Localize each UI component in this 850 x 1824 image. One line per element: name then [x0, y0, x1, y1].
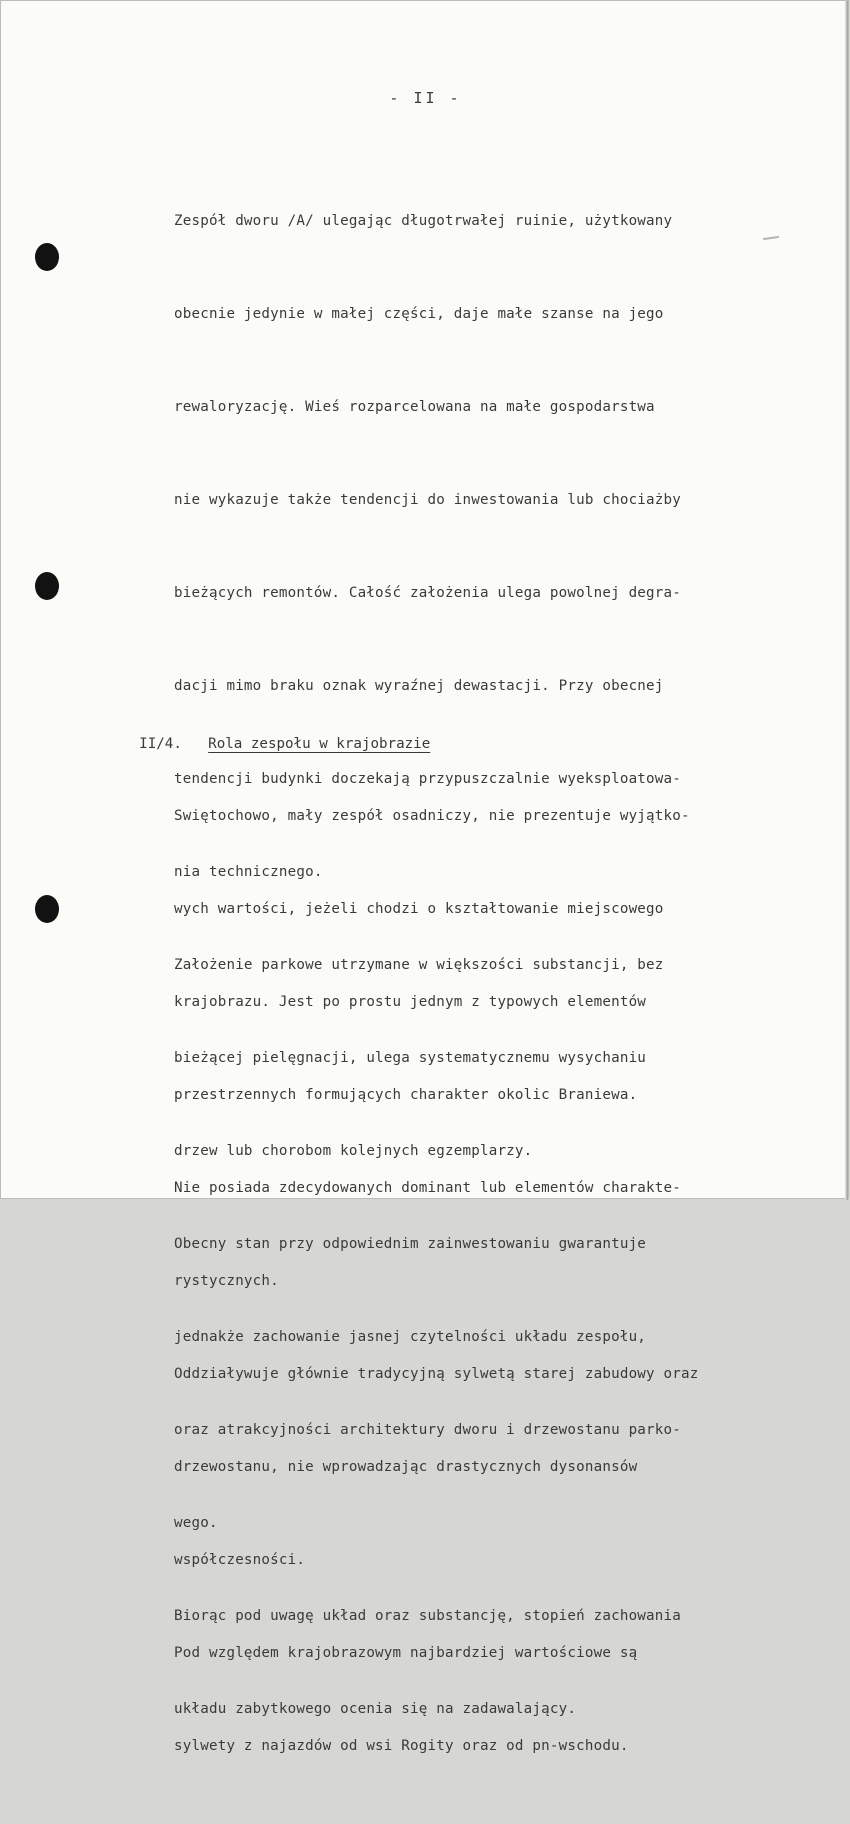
text-line: przestrzennych formujących charakter okolic Braniewa. — [174, 1087, 638, 1103]
text-line: Zespół dworu /A/ ulegając długotrwałej ruinie, użytkowany — [174, 213, 673, 229]
text-line: rystycznych. — [174, 1273, 279, 1289]
text-line: drzew lub chorobom kolejnych egzemplarzy. — [174, 1143, 533, 1159]
text-line: tendencji budynki doczekają przypuszczalnie wyeksploatowa- — [174, 771, 682, 787]
punch-hole-bottom — [35, 895, 59, 923]
text-line: wego. — [174, 1515, 218, 1531]
section-title: Rola zespołu w krajobrazie — [208, 736, 431, 752]
text-line: układu zabytkowego ocenia się na zadawalający. — [174, 1701, 577, 1717]
text-line: Oddziaływuje głównie tradycyjną sylwetą starej zabudowy oraz — [174, 1366, 699, 1382]
text-line: współczesności. — [174, 1552, 306, 1568]
text-line: drzewostanu, nie wprowadzając drastycznych dysonansów — [174, 1459, 638, 1475]
text-line: wych wartości, jeżeli chodzi o kształtowanie miejscowego — [174, 901, 664, 917]
text-line: Obecny stan przy odpowiednim zainwestowaniu gwarantuje — [174, 1236, 647, 1252]
text-line: rewaloryzację. Wieś rozparcelowana na małe gospodarstwa — [174, 399, 655, 415]
text-line: sylwety z najazdów od wsi Rogity oraz od pn-wschodu. — [174, 1738, 629, 1754]
paragraph-block-landscape — [174, 739, 804, 1824]
text-line: krajobrazu. Jest po prostu jednym z typowych elementów — [174, 994, 647, 1010]
text-line: jednakże zachowanie jasnej czytelności układu zespołu, — [174, 1329, 647, 1345]
text-line: Nie posiada zdecydowanych dominant lub elementów charakte- — [174, 1180, 682, 1196]
punch-hole-top — [35, 243, 59, 271]
text-line: Pod względem krajobrazowym najbardziej wartościowe są — [174, 1645, 638, 1661]
text-line: nie wykazuje także tendencji do inwestowania lub chociażby — [174, 492, 682, 508]
text-line: oraz atrakcyjności architektury dworu i drzewostanu parko- — [174, 1422, 682, 1438]
text-line: dacji mimo braku oznak wyraźnej dewastacji. Przy obecnej — [174, 678, 664, 694]
text-line: Swiętochowo, mały zespół osadniczy, nie prezentuje wyjątko- — [174, 808, 690, 824]
text-line: Założenie parkowe utrzymane w większości substancji, bez — [174, 957, 664, 973]
text-line: obecnie jedynie w małej części, daje małe szanse na jego — [174, 306, 664, 322]
section-number: II/4. — [139, 736, 182, 752]
text-line: bieżącej pielęgnacji, ulega systematycznemu wysychaniu — [174, 1050, 647, 1066]
text-line: nia technicznego. — [174, 864, 323, 880]
text-line: bieżących remontów. Całość założenia ulega powolnej degra- — [174, 585, 682, 601]
page-edge-shadow — [845, 1, 848, 1200]
punch-hole-middle — [35, 572, 59, 600]
page-number: - II - — [389, 89, 462, 107]
text-line: Biorąc pod uwagę układ oraz substancję, stopień zachowania — [174, 1608, 682, 1624]
